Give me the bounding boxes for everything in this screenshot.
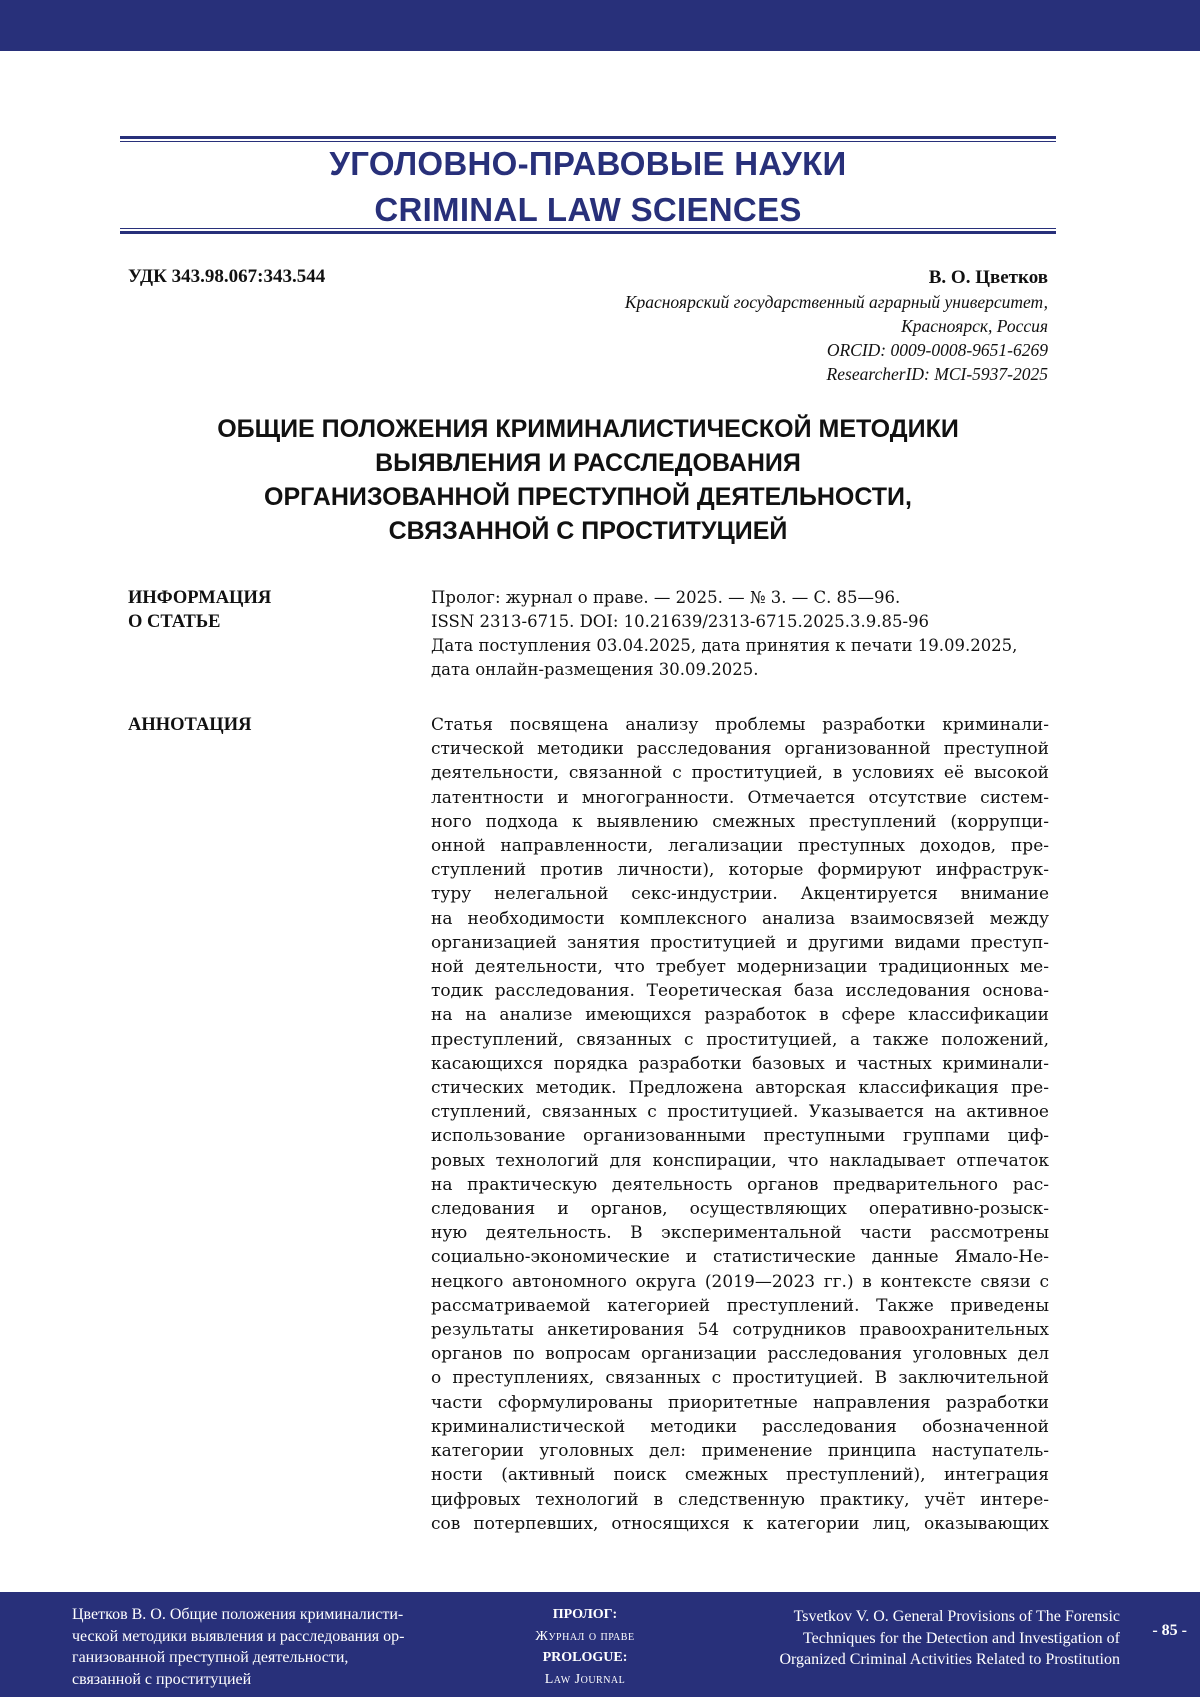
footer-citation-en <box>700 1606 1120 1671</box>
info-label <box>128 586 271 634</box>
author-name: В. О. Цветков <box>928 267 1048 288</box>
page-footer <box>0 1592 1200 1697</box>
abstract-line: на на анализе имеющихся разработок в сфере классификации <box>431 1005 1049 1026</box>
abstract-line: деятельности, связанной с проституцией, в условиях её высокой <box>431 763 1049 784</box>
abstract-line: ровых технологий для конспирации, что накладывает отпечаток <box>431 1150 1049 1171</box>
info-label-line: ИНФОРМАЦИЯ <box>128 588 272 608</box>
journal-name-en: PROLOGUE: <box>542 1650 628 1665</box>
abstract-line: тодик расследования. Теоретическая база исследования основа- <box>431 981 1049 1002</box>
affiliation-university: Красноярский государственный аграрный университет, <box>624 292 1048 312</box>
abstract-line: следования и органов, осуществляющих оперативно-розыск- <box>431 1199 1049 1220</box>
abstract-label: АННОТАЦИЯ <box>128 715 252 735</box>
article-title-line: ВЫЯВЛЕНИЯ И РАССЛЕДОВАНИЯ <box>375 449 801 477</box>
footer-ru-line: ганизованной преступной деятельности, <box>72 1649 349 1666</box>
info-issn-doi: ISSN 2313-6715. DOI: 10.21639/2313-6715.2025.3.9.85-96 <box>431 612 930 631</box>
abstract-line: результаты анкетирования 54 сотрудников правоохранительных <box>431 1320 1049 1341</box>
abstract-line: стических методик. Предложена авторская классификация пре- <box>431 1078 1049 1099</box>
journal-subtitle-ru: Журнал о праве <box>535 1628 635 1644</box>
author-block <box>625 266 1048 386</box>
abstract-line: Статья посвящена анализу проблемы разработки криминали- <box>431 715 1049 735</box>
abstract-line: стической методики расследования организованной преступной <box>431 739 1049 760</box>
abstract-line: преступлений, связанных с проституцией, а также положений, <box>431 1029 1049 1050</box>
udk-code: УДК 343.98.067:343.544 <box>128 266 326 287</box>
footer-ru-line: связанной с проституцией <box>72 1670 252 1688</box>
article-title <box>128 412 1048 548</box>
abstract-line: криминалистической методики расследования обозначенной <box>431 1416 1049 1437</box>
abstract-line: социально-экономические и статистические данные Ямало-Не- <box>431 1247 1049 1268</box>
author-orcid: ORCID: 0009-0008-9651-6269 <box>826 340 1048 360</box>
journal-name-ru: ПРОЛОГ: <box>552 1607 618 1622</box>
abstract-line: туру нелегальной секс-индустрии. Акцентируется внимание <box>431 884 1049 905</box>
header-rule-top-thick <box>120 136 1056 139</box>
abstract-line: использование организованными преступными группами циф- <box>431 1126 1049 1147</box>
article-title-line: ОБЩИЕ ПОЛОЖЕНИЯ КРИМИНАЛИСТИЧЕСКОЙ МЕТОДИКИ <box>217 415 959 443</box>
header-rule-bottom-thick <box>120 231 1056 234</box>
info-dates: Дата поступления 03.04.2025, дата принятия к печати 19.09.2025, <box>431 636 1018 655</box>
abstract-line: ности (активный поиск смежных преступлений), интеграция <box>431 1465 1049 1486</box>
footer-en-line: Tsvetkov V. O. General Provisions of The Forensic <box>793 1608 1120 1625</box>
abstract-line: нецкого автономного округа (2019—2023 гг.) в контексте связи с <box>431 1271 1049 1292</box>
abstract-line: ного подхода к выявлению смежных преступлений (коррупци- <box>431 811 1049 832</box>
abstract-line: сов потерпевших, относящихся к категории лиц, оказывающих <box>431 1513 1049 1534</box>
footer-en-line: Techniques for the Detection and Investigation of <box>803 1629 1120 1647</box>
abstract-line: цифровых технологий в следственную практику, учёт интере- <box>431 1489 1049 1510</box>
section-header <box>120 136 1056 232</box>
abstract-line: рассматриваемой категорией преступлений. Также приведены <box>431 1295 1049 1316</box>
abstract-line: ступлений, связанных с проституцией. Указывается на активное <box>431 1102 1049 1123</box>
abstract-line: ную деятельность. В экспериментальной части рассмотрены <box>431 1223 1049 1244</box>
abstract-line: категории уголовных дел: применение принципа наступатель- <box>431 1441 1049 1462</box>
abstract-line: на необходимости комплексного анализа взаимосвязей между <box>431 908 1049 929</box>
abstract-line: латентности и многогранности. Отмечается отсутствие систем- <box>431 787 1049 808</box>
top-color-band <box>0 0 1200 51</box>
article-info <box>431 586 1051 682</box>
footer-ru-line: ческой методики выявления и расследования ор- <box>72 1627 405 1645</box>
author-researcher-id: ResearcherID: MCI-5937-2025 <box>826 364 1048 384</box>
abstract-line: организацией занятия проституцией и другими видами преступ- <box>431 932 1049 953</box>
section-title-ru: УГОЛОВНО-ПРАВОВЫЕ НАУКИ <box>329 145 847 182</box>
page-number: - 85 - <box>1152 1622 1187 1639</box>
abstract-line: органов по вопросам организации расследования уголовных дел <box>431 1344 1049 1365</box>
article-title-line: СВЯЗАННОЙ С ПРОСТИТУЦИЕЙ <box>388 517 788 545</box>
affiliation-city: Красноярск, Россия <box>901 316 1048 336</box>
abstract-line: ной деятельности, что требует модернизации традиционных ме- <box>431 957 1049 978</box>
info-online-date: дата онлайн-размещения 30.09.2025. <box>431 660 759 679</box>
abstract-line: о преступлениях, связанных с проституцией. В заключительной <box>431 1368 1049 1389</box>
abstract-line: на практическую деятельность органов предварительного рас- <box>431 1174 1049 1195</box>
footer-en-line: Organized Criminal Activities Related to Prostitution <box>779 1651 1120 1668</box>
article-title-line: ОРГАНИЗОВАННОЙ ПРЕСТУПНОЙ ДЕЯТЕЛЬНОСТИ, <box>264 483 912 511</box>
journal-name <box>500 1604 670 1690</box>
abstract-line: ступлений против личности), которые формируют инфраструк- <box>431 860 1049 881</box>
info-label-line: О СТАТЬЕ <box>128 612 221 632</box>
abstract-line: касающихся порядка разработки базовых и частных криминали- <box>431 1053 1049 1074</box>
journal-subtitle-en: Law Journal <box>544 1671 626 1687</box>
abstract-text <box>431 713 1049 1536</box>
section-title-en: CRIMINAL LAW SCIENCES <box>374 191 802 228</box>
footer-ru-line: Цветков В. О. Общие положения криминалисти- <box>72 1606 404 1623</box>
header-rule-bottom-thin <box>120 228 1056 229</box>
info-citation: Пролог: журнал о праве. — 2025. — № 3. — С. 85—96. <box>431 588 901 607</box>
abstract-line: части сформулированы приоритетные направления разработки <box>431 1392 1049 1413</box>
abstract-line: онной направленности, легализации преступных доходов, пре- <box>431 836 1049 857</box>
footer-citation-ru <box>72 1604 472 1690</box>
